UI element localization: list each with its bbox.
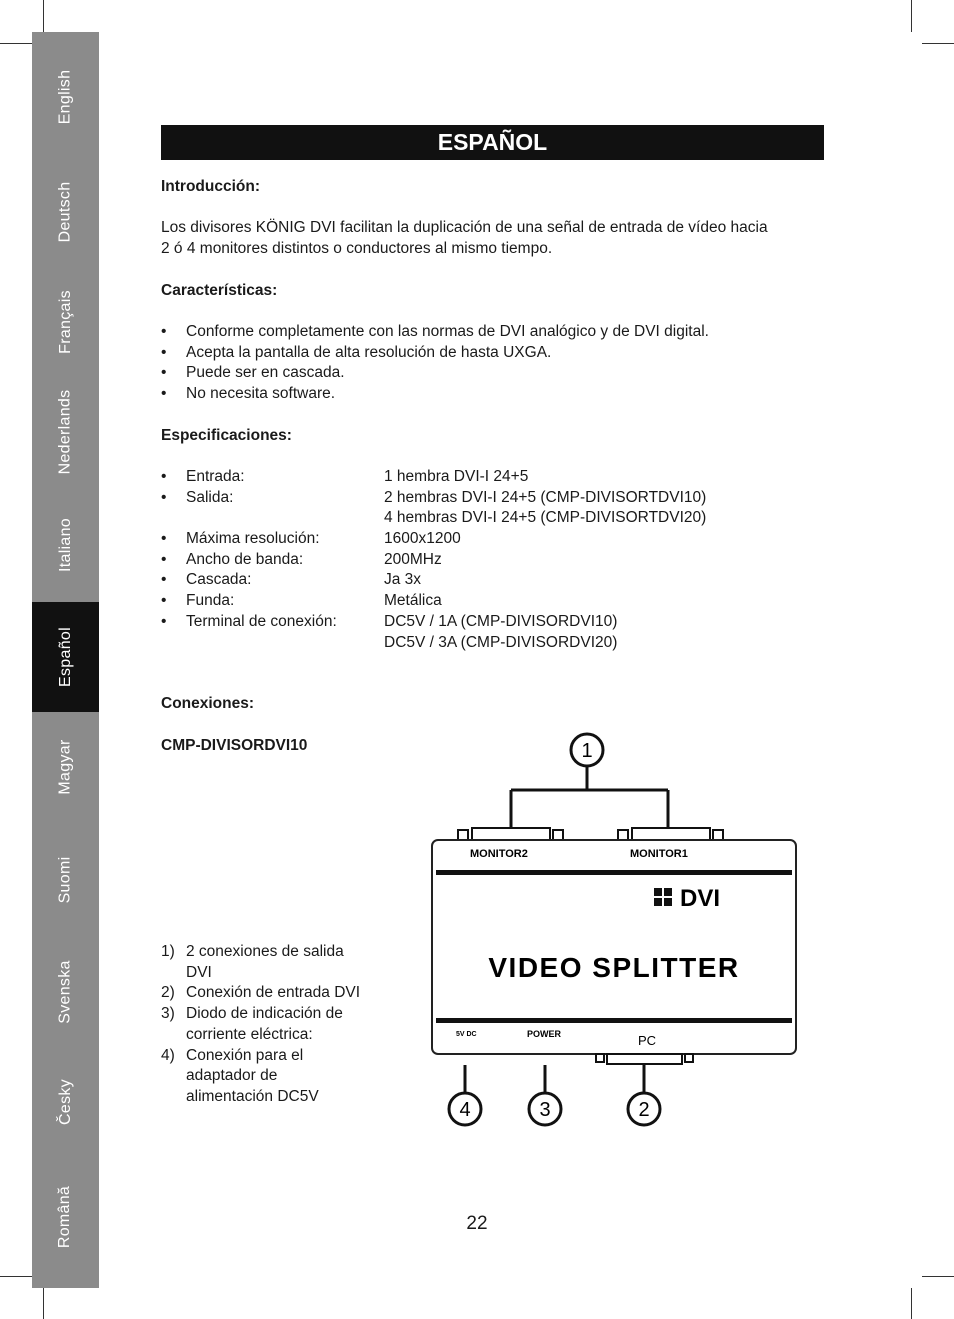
crop-mark: [922, 43, 954, 44]
spec-row: • Ancho de banda: 200MHz: [161, 550, 761, 571]
model-heading: CMP-DIVISORDVI10: [161, 737, 308, 754]
input-connector: [607, 1054, 682, 1064]
features-list: [161, 322, 709, 405]
intro-heading: Introducción:: [161, 178, 261, 195]
lang-tab-english[interactable]: English: [56, 69, 74, 125]
spec-value: Metálica: [384, 592, 442, 610]
lang-tab-italiano[interactable]: Italiano: [56, 518, 74, 572]
callout-3: [529, 1065, 561, 1125]
list-item: 3) Diodo de indicación de corriente eléctrica:: [161, 1005, 343, 1043]
crop-mark: [911, 1288, 912, 1319]
crop-mark: [43, 0, 44, 32]
lang-tab-francais[interactable]: Français: [56, 290, 74, 354]
list-item: 2) Conexión de entrada DVI: [161, 984, 361, 1002]
svg-text:2: 2: [638, 1099, 650, 1121]
section-title: ESPAÑOL: [161, 125, 824, 160]
lang-tab-espanol[interactable]: Español: [32, 602, 99, 712]
intro-line-2: 2 ó 4 monitores distintos o conductores al mismo tiempo.: [161, 240, 553, 257]
spec-value: DC5V / 3A (CMP-DIVISORDVI20): [384, 633, 618, 651]
video-splitter-diagram: [400, 725, 810, 1135]
spec-label: Ancho de banda:: [186, 550, 304, 568]
output-connectors: [458, 828, 723, 840]
crop-mark: [911, 0, 912, 32]
crop-mark: [0, 43, 32, 44]
spec-row: • Máxima resolución: 1600x1200: [161, 529, 761, 550]
spec-value: 1600x1200: [384, 530, 461, 548]
spec-value: 2 hembras DVI-I 24+5 (CMP-DIVISORTDVI10): [384, 488, 707, 506]
lang-tab-cesky[interactable]: Česky: [56, 1079, 74, 1125]
lang-tab-svenska[interactable]: Svenska: [56, 960, 74, 1024]
crop-mark: [0, 1276, 32, 1277]
list-item: • Acepta la pantalla de alta resolución de hasta UXGA.: [161, 343, 709, 364]
spec-label: Entrada:: [186, 468, 245, 485]
bottom-stripe: [436, 1018, 792, 1023]
spec-label: Terminal de conexión:: [186, 612, 337, 630]
svg-text:4: 4: [459, 1099, 471, 1121]
spec-value: 4 hembras DVI-I 24+5 (CMP-DIVISORTDVI20): [384, 509, 707, 527]
spec-label: Cascada:: [186, 571, 252, 589]
power-label: POWER: [527, 1029, 562, 1039]
spec-value: DC5V / 1A (CMP-DIVISORDVI10): [384, 612, 618, 630]
spec-label: Máxima resolución:: [186, 530, 320, 548]
spec-row: • Entrada: 1 hembra DVI-I 24+5: [161, 467, 761, 488]
port-label-monitor1: MONITOR1: [630, 848, 688, 860]
list-item: • Puede ser en cascada.: [161, 363, 709, 384]
specs-table: [161, 467, 761, 653]
svg-text:DVI: DVI: [680, 885, 721, 912]
list-item: • No necesita software.: [161, 384, 709, 405]
top-stripe: [436, 870, 792, 875]
lang-tab-suomi[interactable]: Suomi: [56, 856, 74, 904]
list-item: 4) Conexión para el adaptador de alimentación DC5V: [161, 1046, 319, 1105]
spec-row: • Terminal de conexión: DC5V / 1A (CMP-DIVISORDVI10): [161, 612, 761, 633]
crop-mark: [43, 1288, 44, 1319]
spec-row: • Funda: Metálica: [161, 591, 761, 612]
port-label-monitor2: MONITOR2: [470, 848, 528, 860]
spec-row: [161, 508, 761, 529]
spec-value: Ja 3x: [384, 571, 422, 589]
svg-text:3: 3: [539, 1099, 551, 1121]
connections-list: [161, 942, 361, 1108]
spec-value: 200MHz: [384, 550, 442, 568]
lang-tab-nederlands[interactable]: Nederlands: [56, 389, 74, 475]
spec-label: Funda:: [186, 592, 235, 610]
list-item: 1) 2 conexiones de salida DVI: [161, 943, 344, 981]
spec-row: [161, 633, 761, 654]
spec-row: • Cascada: Ja 3x: [161, 570, 761, 591]
spec-label: Salida:: [186, 488, 234, 506]
connections-heading: Conexiones:: [161, 695, 255, 712]
product-name: VIDEO SPLITTER: [488, 952, 740, 983]
specs-heading: Especificaciones:: [161, 427, 292, 444]
spec-row: • Salida: 2 hembras DVI-I 24+5 (CMP-DIVISORTDVI10): [161, 488, 761, 509]
crop-mark: [922, 1276, 954, 1277]
list-item: • Conforme completamente con las normas de DVI analógico y de DVI digital.: [161, 322, 709, 343]
callout-1: [511, 734, 668, 828]
lang-tab-magyar[interactable]: Magyar: [56, 739, 74, 795]
page-number: 22: [466, 1213, 488, 1234]
callout-4: [449, 1065, 481, 1125]
dc-label: 5V DC: [456, 1031, 477, 1038]
features-heading: Características:: [161, 282, 278, 299]
svg-text:1: 1: [581, 740, 593, 762]
spec-value: 1 hembra DVI-I 24+5: [384, 468, 529, 485]
lang-tab-deutsch[interactable]: Deutsch: [56, 181, 74, 243]
pc-label: PC: [638, 1033, 657, 1048]
callout-2: [628, 1065, 660, 1125]
language-sidebar: [32, 32, 99, 1288]
lang-tab-romana[interactable]: Română: [56, 1185, 74, 1249]
intro-line-1: Los divisores KÖNIG DVI facilitan la duplicación de una señal de entrada de vídeo hacia: [161, 219, 768, 236]
